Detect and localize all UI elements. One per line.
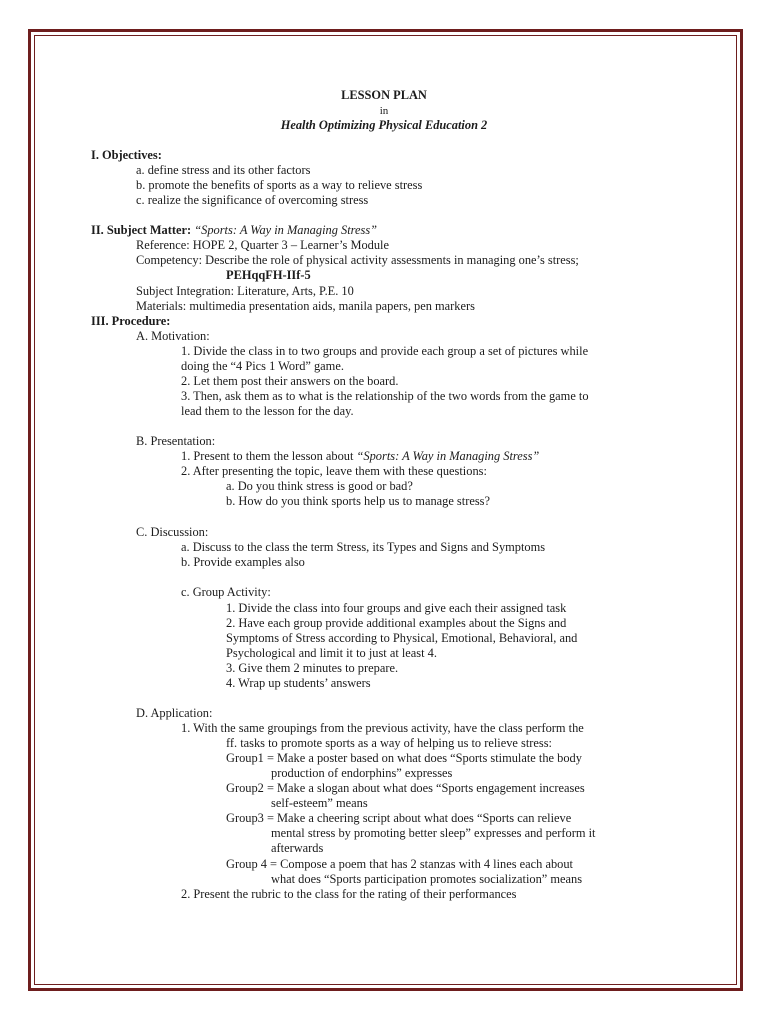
- group-activity-line: 1. Divide the class into four groups and give each their assigned task: [226, 601, 567, 615]
- application-group-line: what does “Sports participation promotes socialization” means: [271, 872, 583, 886]
- application-intro: ff. tasks to promote sports as a way of helping us to relieve stress:: [226, 736, 552, 750]
- objective-item: c. realize the significance of overcoming stress: [136, 193, 369, 207]
- discussion-item: a. Discuss to the class the term Stress, its Types and Signs and Symptoms: [181, 540, 546, 554]
- subject-matter-line: [91, 223, 377, 238]
- motivation-line: 1. Divide the class in to two groups and provide each group a set of pictures while: [181, 344, 589, 358]
- presentation-question: a. Do you think stress is good or bad?: [226, 479, 413, 493]
- motivation-heading: A. Motivation:: [136, 329, 210, 343]
- discussion-heading: C. Discussion:: [136, 525, 209, 539]
- objective-item: a. define stress and its other factors: [136, 163, 311, 177]
- subject-matter-topic: “Sports: A Way in Managing Stress”: [194, 223, 378, 237]
- group-activity-line: 4. Wrap up students’ answers: [226, 676, 371, 690]
- presentation-heading: B. Presentation:: [136, 434, 216, 448]
- title-in: in: [379, 105, 389, 117]
- application-group-line: afterwards: [271, 841, 324, 855]
- subject-title: Health Optimizing Physical Education 2: [280, 118, 488, 132]
- application-group-line: Group3 = Make a cheering script about what does “Sports can relieve: [226, 811, 572, 825]
- group-activity-line: 2. Have each group provide additional examples about the Signs and: [226, 616, 567, 630]
- subject-matter-heading: II. Subject Matter:: [91, 223, 192, 237]
- competency: Competency: Describe the role of physical activity assessments in managing one’s stress;: [136, 253, 579, 267]
- application-group-line: self-esteem” means: [271, 796, 368, 810]
- subject-integration: Subject Integration: Literature, Arts, P.E. 10: [136, 284, 354, 298]
- application-group-line: Group 4 = Compose a poem that has 2 stanzas with 4 lines each about: [226, 857, 573, 871]
- motivation-line: 2. Let them post their answers on the board.: [181, 374, 399, 388]
- procedure-heading: III. Procedure:: [91, 314, 171, 328]
- application-closing: 2. Present the rubric to the class for the rating of their performances: [181, 887, 517, 901]
- application-intro: 1. With the same groupings from the previous activity, have the class perform the: [181, 721, 584, 735]
- presentation-line: [181, 449, 539, 464]
- reference: Reference: HOPE 2, Quarter 3 – Learner’s Module: [136, 238, 389, 252]
- application-group-line: Group1 = Make a poster based on what does “Sports stimulate the body: [226, 751, 582, 765]
- application-group-line: mental stress by promoting better sleep” expresses and perform it: [271, 826, 596, 840]
- objective-item: b. promote the benefits of sports as a way to relieve stress: [136, 178, 423, 192]
- presentation-line: 2. After presenting the topic, leave them with these questions:: [181, 464, 487, 478]
- competency-code: PEHqqFH-IIf-5: [226, 268, 311, 282]
- lesson-plan-title: LESSON PLAN: [341, 88, 427, 102]
- discussion-item: b. Provide examples also: [181, 555, 305, 569]
- presentation-question: b. How do you think sports help us to manage stress?: [226, 494, 490, 508]
- presentation-topic: “Sports: A Way in Managing Stress”: [356, 449, 540, 463]
- application-group-line: Group2 = Make a slogan about what does “Sports engagement increases: [226, 781, 585, 795]
- group-activity-heading: c. Group Activity:: [181, 585, 271, 599]
- group-activity-line: Psychological and limit it to just at least 4.: [226, 646, 437, 660]
- presentation-line-text: 1. Present to them the lesson about: [181, 449, 357, 463]
- motivation-line: doing the “4 Pics 1 Word” game.: [181, 359, 344, 373]
- motivation-line: lead them to the lesson for the day.: [181, 404, 354, 418]
- motivation-line: 3. Then, ask them as to what is the relationship of the two words from the game to: [181, 389, 589, 403]
- application-heading: D. Application:: [136, 706, 213, 720]
- materials: Materials: multimedia presentation aids, manila papers, pen markers: [136, 299, 475, 313]
- application-group-line: production of endorphins” expresses: [271, 766, 453, 780]
- group-activity-line: Symptoms of Stress according to Physical, Emotional, Behavioral, and: [226, 631, 578, 645]
- group-activity-line: 3. Give them 2 minutes to prepare.: [226, 661, 399, 675]
- objectives-heading: I. Objectives:: [91, 148, 162, 162]
